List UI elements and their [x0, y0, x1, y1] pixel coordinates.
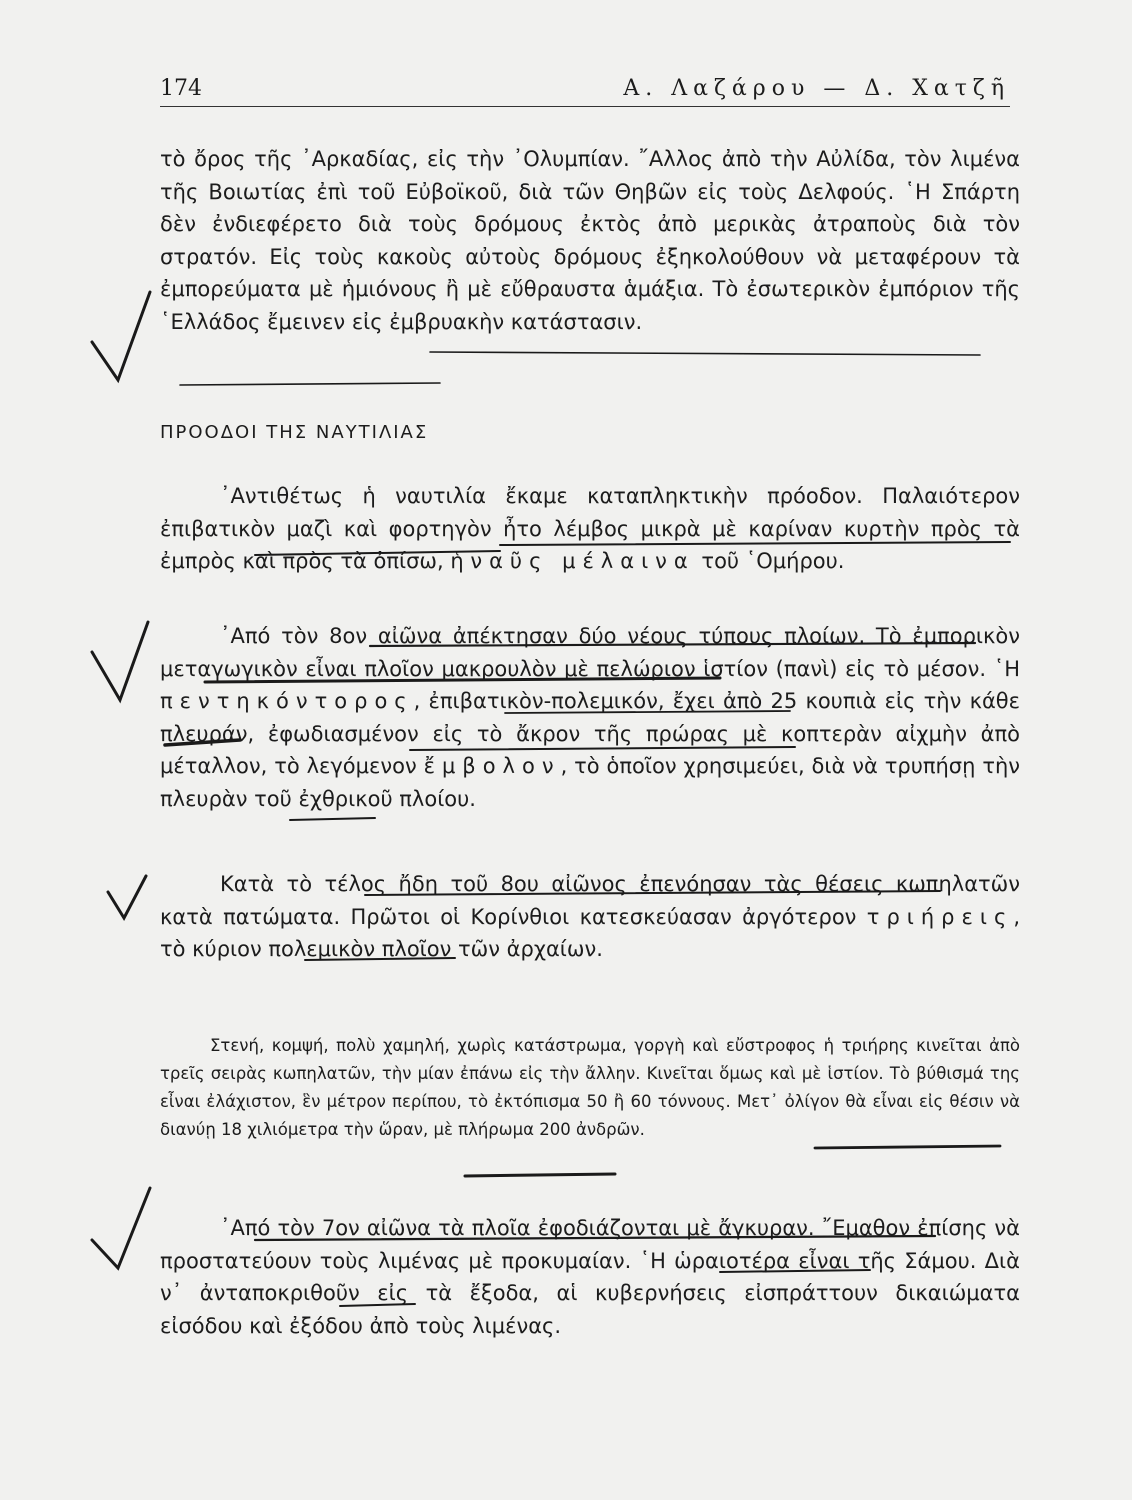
- underline-dianyi: [815, 1146, 1000, 1148]
- term-pentekontoros: πεντηκόντορος: [160, 689, 414, 713]
- paragraph-anchors: [160, 1212, 1020, 1342]
- note-text: Στενή, κομψή, πολὺ χαμηλή, χωρὶς κατάστρωμα, γοργὴ καὶ εὔστροφος ἡ τριήρης κινεῖται ἀπὸ τρεῖς σειρὰς κωπηλατῶν, τὴν μίαν ἐπάνω εἰς τὴν ἄλλην. Κινεῖται ὅμως καὶ μὲ ἱστίον. Τὸ βύθισμά της εἶναι ἐλάχιστον, ἓν μέτρον περίπου, τὸ ἐκτόπισμα 50 ἢ 60 τόννους. Μετ᾿ ὀλίγον θὰ εἶναι εἰς θέσιν νὰ διανύῃ 18 χιλιόμετρα τὴν ὥραν, μὲ πλήρωμα 200 ἀνδρῶν.: [160, 1036, 1020, 1139]
- check-mark-3: [108, 876, 146, 918]
- paragraph-4-before: Κατὰ τὸ τέλος ἤδη τοῦ 8ου αἰῶνος ἐπενόησαν τὰς θέσεις κωπηλατῶν κατὰ πατώματα. Πρῶτοι οἱ Κορίνθιοι κατεσκεύασαν ἀργότερον: [160, 872, 1020, 929]
- paragraph-trireme: [160, 868, 1020, 966]
- underline-embryakin: [180, 383, 440, 385]
- underline-esoterikon: [430, 352, 980, 355]
- paragraph-roads: [160, 143, 1020, 338]
- check-mark-4: [92, 1188, 150, 1268]
- underline-androon: [465, 1174, 615, 1176]
- running-header: [160, 70, 1010, 107]
- page-number: 174: [160, 76, 202, 101]
- paragraph-navigation: [160, 480, 1020, 578]
- check-mark-1: [92, 292, 150, 380]
- paragraph-2-text: [160, 480, 1020, 578]
- paragraph-3-part2: , ἐπιβατικὸν-πολεμικόν, ἔχει ἀπὸ 25 κουπιὰ εἰς τὴν κάθε πλευράν, ἐφωδιασμένον εἰς τὸ ἄκρον τῆς πρώρας μὲ κοπτερὰν αἰχμὴν ἀπὸ μέταλλον, τὸ λεγόμενον: [160, 689, 1020, 778]
- section-heading: ΠΡΟΟΔΟΙ ΤΗΣ ΝΑΥΤΙΛΙΑΣ: [160, 422, 429, 443]
- header-authors: Α. Λαζάρου — Δ. Χατζῆ: [623, 76, 1010, 101]
- paragraph-ship-types: [160, 620, 1020, 815]
- paragraph-3-text: [160, 620, 1020, 815]
- term-trieres: τριήρεις: [866, 904, 1014, 929]
- paragraph-4-text: [160, 868, 1020, 966]
- trireme-note: [160, 1032, 1020, 1144]
- paragraph-2-after: τοῦ ῾Ομήρου.: [694, 549, 845, 573]
- underline-embolon: [290, 818, 375, 820]
- paragraph-4-after: , τὸ κύριον πολεμικὸν πλοῖον τῶν ἀρχαίων.: [160, 904, 1020, 961]
- paragraph-1-text: τὸ ὄρος τῆς ᾿Αρκαδίας, εἰς τὴν ᾿Ολυμπίαν. ῎Αλλος ἀπὸ τὴν Αὐλίδα, τὸν λιμένα τῆς Βοιωτίας ἐπὶ τοῦ Εὐβοϊκοῦ, διὰ τῶν Θηβῶν εἰς τοὺς Δελφούς. ῾Η Σπάρτη δὲν ἐνδιεφέρετο διὰ τοὺς δρόμους ἐκτὸς ἀπὸ μερικὰς ἀτραποὺς διὰ τὸν στρατόν. Εἰς τοὺς κακοὺς αὐτοὺς δρόμους ἐξηκολούθουν νὰ μεταφέρουν τὰ ἐμπορεύματα μὲ ἡμιόνους ἢ μὲ εὔθραυστα ἁμάξια. Τὸ ἐσωτερικὸν ἐμπόριον τῆς ῾Ελλάδος ἔμεινεν εἰς ἐμβρυακὴν κατάστασιν.: [160, 147, 1020, 334]
- paragraph-3-part1: ᾿Από τὸν 8ον αἰῶνα ἀπέκτησαν δύο νέους τύπους πλοίων. Τὸ ἐμπορικὸν μεταγωγικὸν εἶναι πλοῖον μακρουλὸν μὲ πελώριον ἱστίον (πανὶ) εἰς τὸ μέσον. ῾Η: [160, 624, 1020, 681]
- paragraph-2-before: ᾿Αντιθέτως ἡ ναυτιλία ἔκαμε καταπληκτικὴν πρόοδον. Παλαιότερον ἐπιβατικὸν μαζὶ καὶ φορτηγὸν ἦτο λέμβος μικρὰ μὲ καρίναν κυρτὴν πρὸς τὰ ἐμπρὸς καὶ πρὸς τὰ ὀπίσω, ἡ: [160, 484, 1020, 573]
- paragraph-5-text: ᾿Από τὸν 7ον αἰῶνα τὰ πλοῖα ἐφοδιάζονται μὲ ἄγκυραν. ῎Εμαθον ἐπίσης νὰ προστατεύουν τοὺς λιμένας μὲ προκυμαίαν. ῾Η ὡραιοτέρα εἶναι τῆς Σάμου. Διὰ ν᾿ ἀνταποκριθοῦν εἰς τὰ ἔξοδα, αἱ κυβερνήσεις εἰσπράττουν δικαιώματα εἰσόδου καὶ ἐξόδου ἀπὸ τοὺς λιμένας.: [160, 1216, 1020, 1338]
- paragraph-3-part3: , τὸ ὁποῖον χρησιμεύει, διὰ νὰ τρυπήσῃ τὴν πλευρὰν τοῦ ἐχθρικοῦ πλοίου.: [160, 754, 1020, 811]
- term-naus-melaina: ναῦς μέλαινα: [470, 549, 695, 573]
- check-mark-2: [92, 622, 148, 700]
- term-embolon: ἔμβολον: [423, 754, 561, 778]
